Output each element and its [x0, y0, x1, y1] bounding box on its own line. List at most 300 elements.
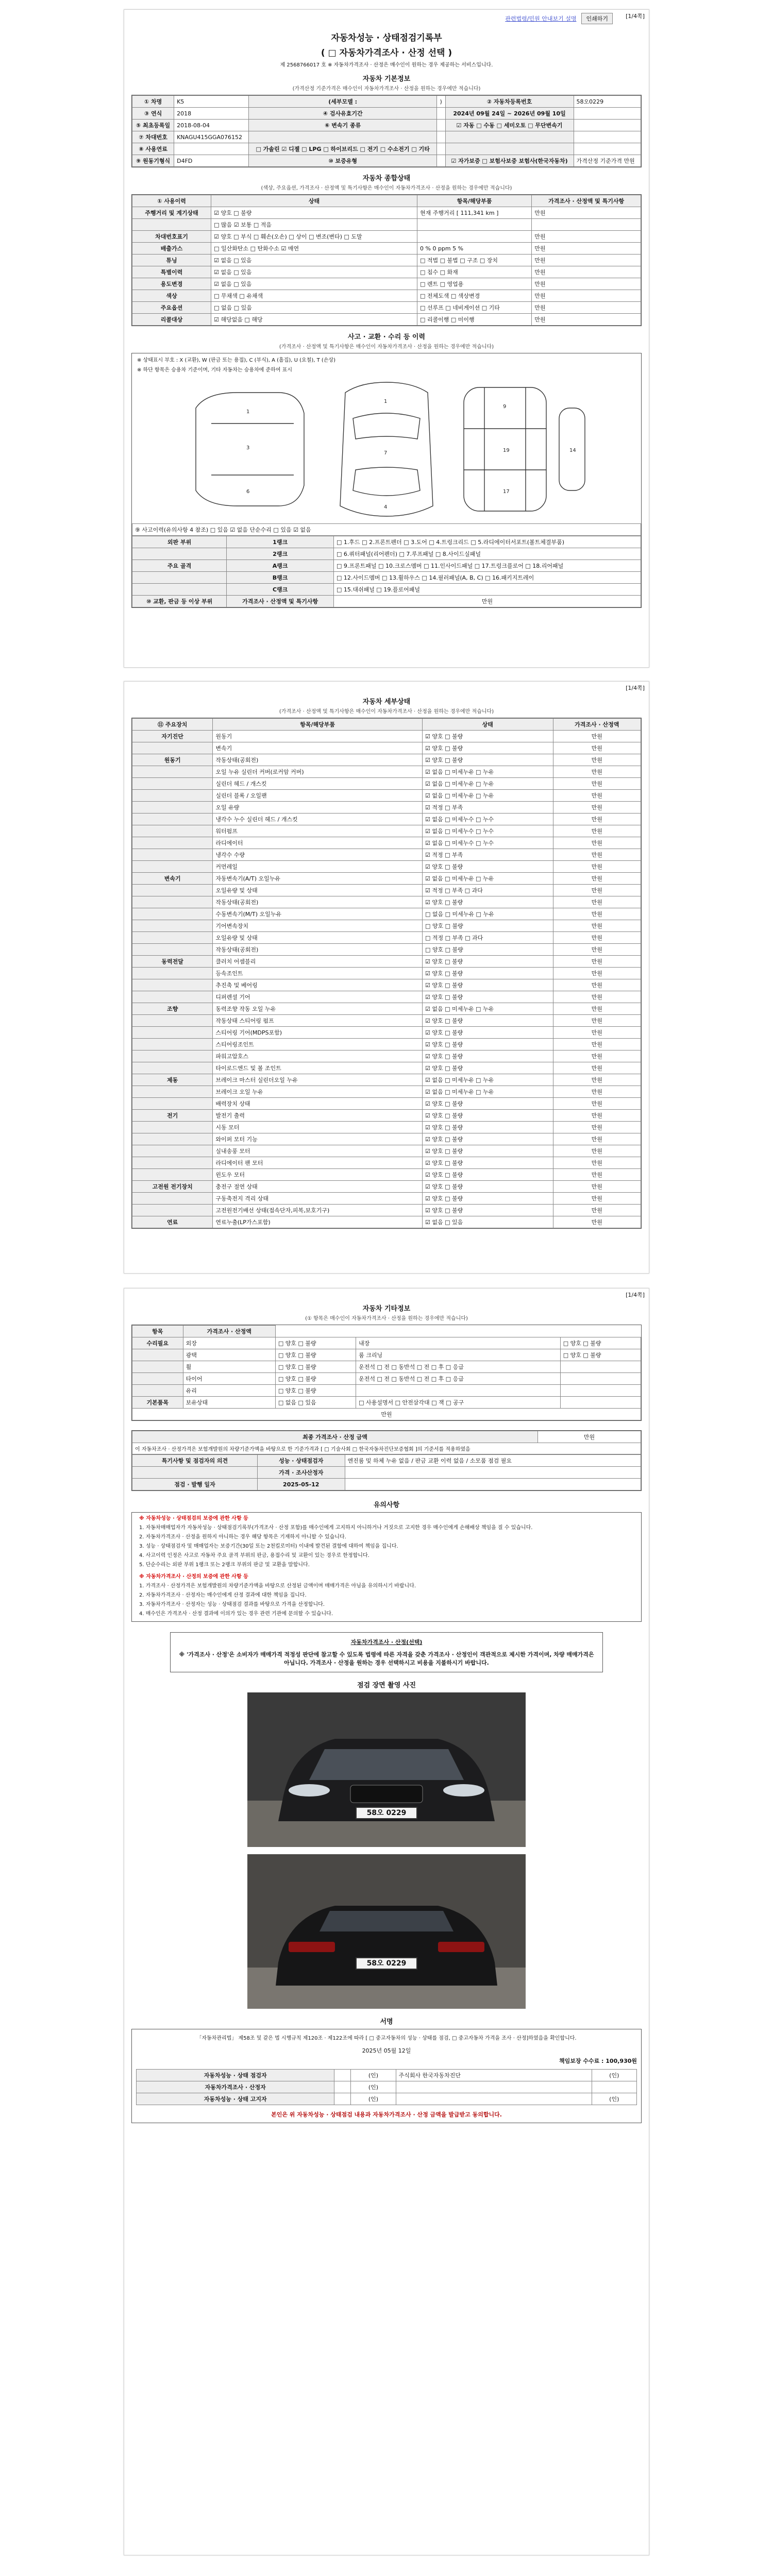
detail-price: 만원 — [553, 742, 641, 754]
detail-row — [132, 1157, 641, 1169]
detail-group: 자기진단 — [132, 731, 213, 742]
detail-item: 스티어링 기어(MDPS포함) — [213, 1027, 423, 1039]
detail-row — [132, 1003, 641, 1015]
detail-price: 만원 — [553, 825, 641, 837]
detail-group — [132, 825, 213, 837]
detail-status: ☑ 적정 □ 부족 — [422, 802, 553, 814]
final-cell: 특기사항 및 점검자의 의견 — [132, 1455, 258, 1467]
detail-row — [132, 1027, 641, 1039]
other-row — [132, 1385, 641, 1397]
other-row — [132, 1361, 641, 1373]
detail-row — [132, 979, 641, 991]
basic-info-cell — [437, 143, 445, 155]
other-cell: 외장 — [183, 1337, 275, 1349]
basic-info-row — [132, 131, 641, 143]
detail-status: ☑ 없음 □ 미세누유 □ 누유 — [422, 1074, 553, 1086]
detail-row — [132, 1110, 641, 1122]
detail-row — [132, 932, 641, 944]
detail-status: ☑ 양호 □ 불량 — [422, 754, 553, 766]
detail-status: ☑ 양호 □ 불량 — [422, 1133, 553, 1145]
overall-cell: 만원 — [532, 243, 641, 255]
detail-price: 만원 — [553, 754, 641, 766]
basic-info-cell — [437, 120, 445, 131]
detail-status: ☑ 양호 □ 불량 — [422, 742, 553, 754]
final-row — [132, 1467, 641, 1479]
detail-header-cell: 상태 — [422, 719, 553, 731]
sign-fee: 책임보장 수수료 : 100,930원 — [559, 2058, 637, 2064]
detail-group: 연료 — [132, 1216, 213, 1228]
notes-item-2: 2. 자동차가격조사 · 산정자는 매수인에게 산정 결과에 대한 책임을 집니다. — [139, 1592, 307, 1598]
detail-row — [132, 920, 641, 932]
overall-cell: □ 없음 □ 있음 — [211, 302, 417, 314]
basic-info-cell: 58오0229 — [574, 96, 641, 108]
sign-role: 자동차성능 · 상태 고지자 — [137, 2093, 334, 2105]
detail-title: 자동차 세부상태 — [362, 698, 411, 706]
basic-info-cell: ☑ 자동 □ 수동 □ 세미오토 □ 무단변속기 — [445, 120, 574, 131]
page-2 — [124, 681, 649, 1274]
detail-group — [132, 1133, 213, 1145]
sign-seal: (인) — [351, 2081, 396, 2093]
law-guide-link[interactable]: 관련법령/민원 안내보기 설명 — [505, 15, 577, 22]
other-cell — [560, 1385, 641, 1397]
other-cell: 광택 — [183, 1349, 275, 1361]
basic-info-row — [132, 108, 641, 120]
overall-cell: □ 적법 □ 불법 □ 구조 □ 장치 — [417, 255, 532, 266]
accident-grade-cell — [132, 572, 227, 584]
accident-grade-cell: 2랭크 — [227, 548, 334, 560]
detail-group — [132, 1086, 213, 1098]
detail-row — [132, 742, 641, 754]
detail-status: ☑ 없음 □ 미세누유 □ 누유 — [422, 1003, 553, 1015]
overall-cell: 만원 — [532, 266, 641, 278]
basic-info-cell: (세부모델 : — [248, 96, 437, 108]
diagram-label-5: 7 — [384, 450, 388, 456]
overall-status-title: 자동차 종합상태 — [362, 175, 411, 182]
detail-price: 만원 — [553, 731, 641, 742]
detail-group — [132, 1027, 213, 1039]
detail-row — [132, 968, 641, 979]
other-cell: □ 양호 □ 불량 — [275, 1385, 356, 1397]
detail-status: ☑ 양호 □ 불량 — [422, 979, 553, 991]
detail-group: 제동 — [132, 1074, 213, 1086]
basic-info-cell: ⑤ 최초등록일 — [132, 120, 174, 131]
accident-grade-cell: 주요 골격 — [132, 560, 227, 572]
other-row — [132, 1397, 641, 1409]
sign-name — [334, 2070, 351, 2081]
detail-item: 수동변속기(M/T) 오일누유 — [213, 908, 423, 920]
detail-group — [132, 1050, 213, 1062]
basic-info-title: 자동차 기본정보 — [362, 75, 411, 83]
sign-statement: 「자동차관리법」 제58조 및 같은 법 시행규칙 제120조 · 제122조에 따라 [ □ 중고자동차의 성능 · 상태를 점검, □ 중고자동차 가격을 조사 · 산정]하였음을 확인합니다. — [196, 2036, 577, 2041]
detail-price: 만원 — [553, 1039, 641, 1050]
accident-grade-cell: C랭크 — [227, 584, 334, 596]
accident-title: 사고 · 교환 · 수리 등 이력 — [347, 333, 426, 341]
detail-price: 만원 — [553, 1122, 641, 1133]
detail-price: 만원 — [553, 1027, 641, 1039]
detail-row — [132, 1216, 641, 1228]
other-cell: □ 양호 □ 불량 — [560, 1349, 641, 1361]
basic-info-row — [132, 155, 641, 167]
basic-info-sub: (가격산정 기준가격은 매수인이 자동차가격조사 · 산정을 원하는 경우에만 적습니다) — [292, 86, 481, 92]
notes-item-2: 4. 매수인은 가격조사 · 산정 결과에 이의가 있는 경우 관련 기관에 문의할 수 있습니다. — [139, 1611, 333, 1617]
sign-right-seal: (인) — [592, 2070, 636, 2081]
sign-name — [334, 2093, 351, 2105]
detail-item: 추진축 및 베어링 — [213, 979, 423, 991]
other-cell: 수리필요 — [132, 1337, 183, 1349]
detail-item: 워터펌프 — [213, 825, 423, 837]
detail-row — [132, 825, 641, 837]
overall-cell: 주행거리 및 계기상태 — [132, 207, 211, 219]
notes-item-2: 1. 가격조사 · 산정가격은 보험개발원의 차량기준가액을 바탕으로 산정된 금액이며 매매가격은 아님을 유의하시기 바랍니다. — [139, 1583, 416, 1589]
final-row — [132, 1479, 641, 1490]
final-price-title: 최종 가격조사 · 산정 금액 — [132, 1431, 538, 1443]
detail-row — [132, 1039, 641, 1050]
overall-cell: 리콜대상 — [132, 314, 211, 326]
notes-item: 3. 성능 · 상태점검자 및 매매업자는 보증기간(30일 또는 2천킬로미터) 이내에 발견된 결함에 대하여 책임을 집니다. — [139, 1544, 398, 1549]
overall-row — [132, 243, 641, 255]
detail-row — [132, 849, 641, 861]
sign-row — [137, 2081, 637, 2093]
page-1 — [124, 9, 649, 668]
detail-item: 냉각수 수량 — [213, 849, 423, 861]
detail-item: 구동축전지 격리 상태 — [213, 1193, 423, 1205]
other-cell — [560, 1397, 641, 1409]
accident-grade-row — [132, 548, 641, 560]
detail-price: 만원 — [553, 1157, 641, 1169]
accident-grade-row — [132, 560, 641, 572]
basic-info-cell: 2024년 09월 24일 ~ 2026년 09월 10일 — [445, 108, 574, 120]
detail-status: ☑ 양호 □ 불량 — [422, 1098, 553, 1110]
detail-row — [132, 873, 641, 885]
overall-cell: 차대번호표기 — [132, 231, 211, 243]
detail-price: 만원 — [553, 1098, 641, 1110]
detail-group — [132, 778, 213, 790]
detail-status: ☑ 양호 □ 불량 — [422, 1015, 553, 1027]
detail-row — [132, 778, 641, 790]
detail-row — [132, 802, 641, 814]
detail-price: 만원 — [553, 1133, 641, 1145]
detail-status: ☑ 양호 □ 불량 — [422, 1157, 553, 1169]
detail-price: 만원 — [553, 1050, 641, 1062]
detail-item: 냉각수 누수 실린더 헤드 / 개스킷 — [213, 814, 423, 825]
doc-title: 자동차성능 · 상태점검기록부 — [331, 33, 442, 43]
detail-row — [132, 814, 641, 825]
overall-header-cell: 가격조사 · 산정액 및 특기사항 — [532, 195, 641, 207]
overall-cell: 튜닝 — [132, 255, 211, 266]
accident-grade-cell: □ 12.사이드멤버 □ 13.휠하우스 □ 14.필러패널(A, B, C) □ 16.패키지트레이 — [334, 572, 641, 584]
detail-row — [132, 1169, 641, 1181]
detail-item: 디퍼렌셜 기어 — [213, 991, 423, 1003]
sign-row — [137, 2093, 637, 2105]
detail-group — [132, 1122, 213, 1133]
detail-price: 만원 — [553, 1110, 641, 1122]
detail-price: 만원 — [553, 1062, 641, 1074]
detail-price: 만원 — [553, 968, 641, 979]
overall-cell: □ 일산화탄소 □ 탄화수소 ☑ 매연 — [211, 243, 417, 255]
detail-row — [132, 956, 641, 968]
front-photo — [247, 1692, 526, 1847]
overall-status-table — [131, 194, 642, 326]
overall-cell: □ 렌트 □ 영업용 — [417, 278, 532, 290]
detail-item: 작동상태 스티어링 펌프 — [213, 1015, 423, 1027]
detail-price: 만원 — [553, 766, 641, 778]
other-sub: (① 항목은 매수인이 자동차가격조사 · 산정을 원하는 경우에만 적습니다) — [305, 1316, 468, 1321]
detail-price: 만원 — [553, 885, 641, 896]
doc-number: 제 2568766017 호 ※ 자동차가격조사 · 산정은 매수인이 원하는 경우 제공하는 서비스입니다. — [280, 62, 493, 68]
detail-status: ☑ 양호 □ 불량 — [422, 861, 553, 873]
basic-info-cell: ☑ 자가보증 □ 보험사보증 보험사(한국자동차) — [445, 155, 574, 167]
accident-history-row: ⑨ 사고이력(유의사항 4 참조) □ 있음 ☑ 없음 단순수리 □ 있음 ☑ 없음 — [132, 524, 641, 536]
other-cell: 기본품목 — [132, 1397, 183, 1409]
photos-title: 점검 장면 촬영 사진 — [357, 1682, 416, 1689]
detail-item: 실린더 헤드 / 개스킷 — [213, 778, 423, 790]
detail-price: 만원 — [553, 1181, 641, 1193]
diagram-label-7: 9 — [503, 404, 507, 410]
detail-status: □ 적정 □ 부족 □ 과다 — [422, 932, 553, 944]
detail-price: 만원 — [553, 1015, 641, 1027]
other-header — [132, 1326, 641, 1337]
overall-cell: □ 리콜이행 □ 미이행 — [417, 314, 532, 326]
other-cell: 운전석 □ 전 □ 동반석 □ 전 □ 후 □ 응급 — [356, 1373, 561, 1385]
detail-group — [132, 1015, 213, 1027]
diagram-label-2: 3 — [246, 445, 250, 451]
basic-info-cell — [574, 131, 641, 143]
detail-price: 만원 — [553, 1216, 641, 1228]
overall-cell: 색상 — [132, 290, 211, 302]
final-cell — [132, 1467, 258, 1479]
sign-seal: (인) — [351, 2070, 396, 2081]
print-button[interactable]: 인쇄하기 — [581, 13, 613, 24]
detail-status: ☑ 양호 □ 불량 — [422, 896, 553, 908]
detail-row — [132, 1193, 641, 1205]
other-header-cell: 항목 — [132, 1326, 183, 1337]
detail-item: 실린더 블록 / 오일팬 — [213, 790, 423, 802]
detail-row — [132, 731, 641, 742]
other-row — [132, 1373, 641, 1385]
detail-item: 와이퍼 모터 기능 — [213, 1133, 423, 1145]
accident-note-1: ※ 상태표시 부호 : X (교환), W (판금 또는 용접), C (부식), A (흠집), U (요철), T (손상) — [137, 358, 336, 363]
basic-info-row — [132, 96, 641, 108]
overall-row — [132, 266, 641, 278]
basic-info-cell: 가격산정 기준가격 만원 — [574, 155, 641, 167]
detail-item: 등속조인트 — [213, 968, 423, 979]
detail-price: 만원 — [553, 873, 641, 885]
detail-item: 타이로드엔드 및 볼 조인트 — [213, 1062, 423, 1074]
overall-cell: □ 많음 ☑ 보통 □ 적음 — [211, 219, 417, 231]
detail-row — [132, 908, 641, 920]
notes-heading-2: ※ 자동차가격조사 · 산정의 보증에 관한 사항 등 — [139, 1574, 248, 1580]
detail-price: 만원 — [553, 790, 641, 802]
notes-item: 2. 자동차가격조사 · 산정을 원하지 아니하는 경우 해당 항목은 기재하지 아니할 수 있습니다. — [139, 1534, 346, 1540]
overall-cell — [132, 219, 211, 231]
final-cell: 엔진룸 및 하체 누유 없음 / 판금 교환 이력 없음 / 소모품 점검 필요 — [345, 1455, 641, 1467]
detail-status: ☑ 적정 □ 부족 — [422, 849, 553, 861]
detail-price: 만원 — [553, 932, 641, 944]
overall-cell: 용도변경 — [132, 278, 211, 290]
diagram-label-6: 4 — [384, 504, 388, 510]
detail-item: 변속기 — [213, 742, 423, 754]
accident-note-2: ※ 하단 항목은 승용차 기준이며, 기타 자동차는 승용차에 준하여 표시 — [137, 367, 292, 373]
other-cell: 운전석 □ 전 □ 동반석 □ 전 □ 후 □ 응급 — [356, 1361, 561, 1373]
sign-right-seal: (인) — [592, 2093, 636, 2105]
other-cell: □ 양호 □ 불량 — [275, 1349, 356, 1361]
accident-grade-cell: B랭크 — [227, 572, 334, 584]
rear-plate: 58오 0229 — [356, 1957, 417, 1970]
detail-group — [132, 814, 213, 825]
detail-group — [132, 1157, 213, 1169]
overall-cell: ☑ 양호 □ 불량 — [211, 207, 417, 219]
basic-info-cell: 2018-08-04 — [174, 120, 249, 131]
accident-grade-row — [132, 536, 641, 548]
sign-title: 서명 — [380, 2018, 393, 2026]
detail-group: 변속기 — [132, 873, 213, 885]
detail-status: ☑ 없음 □ 미세누유 □ 누유 — [422, 1086, 553, 1098]
basic-info-cell — [174, 143, 249, 155]
detail-group — [132, 991, 213, 1003]
overall-cell — [417, 231, 532, 243]
detail-price: 만원 — [553, 991, 641, 1003]
other-cell: 룸 크리닝 — [356, 1349, 561, 1361]
basic-info-cell: 2018 — [174, 108, 249, 120]
detail-row — [132, 1098, 641, 1110]
detail-status: □ 양호 □ 불량 — [422, 920, 553, 932]
other-cell — [560, 1361, 641, 1373]
accident-grade-cell: □ 1.후드 □ 2.프론트펜더 □ 3.도어 □ 4.트렁크리드 □ 5.라디에이터서포트(볼트체결부품) — [334, 536, 641, 548]
overall-row — [132, 302, 641, 314]
detail-item: 파워고압호스 — [213, 1050, 423, 1062]
detail-row — [132, 1062, 641, 1074]
detail-status: ☑ 없음 □ 미세누수 □ 누수 — [422, 825, 553, 837]
detail-table — [131, 718, 642, 1229]
detail-price: 만원 — [553, 778, 641, 790]
overall-cell: ☑ 없음 □ 있음 — [211, 278, 417, 290]
overall-cell: 만원 — [532, 290, 641, 302]
overall-cell: □ 전체도색 □ 색상변경 — [417, 290, 532, 302]
accident-grade-cell: A랭크 — [227, 560, 334, 572]
detail-status: ☑ 양호 □ 불량 — [422, 1181, 553, 1193]
basic-info-cell — [445, 131, 574, 143]
overall-cell: 현재 주행거리 [ 111,341 km ] — [417, 207, 532, 219]
detail-status: ☑ 양호 □ 불량 — [422, 956, 553, 968]
other-unit-row — [132, 1409, 641, 1420]
other-cell: □ 양호 □ 불량 — [560, 1337, 641, 1349]
detail-price: 만원 — [553, 1145, 641, 1157]
detail-status: ☑ 없음 □ 있음 — [422, 1216, 553, 1228]
basic-info-cell — [248, 131, 437, 143]
detail-price: 만원 — [553, 1086, 641, 1098]
detail-row — [132, 1133, 641, 1145]
detail-row — [132, 991, 641, 1003]
other-cell: □ 양호 □ 불량 — [275, 1337, 356, 1349]
detail-row — [132, 885, 641, 896]
detail-row — [132, 837, 641, 849]
detail-status: ☑ 양호 □ 불량 — [422, 1122, 553, 1133]
other-cell — [132, 1361, 183, 1373]
final-price-unit: 만원 — [538, 1431, 641, 1443]
detail-price: 만원 — [553, 1003, 641, 1015]
detail-item: 동력조향 작동 오일 누유 — [213, 1003, 423, 1015]
detail-row — [132, 1181, 641, 1193]
sign-name — [334, 2081, 351, 2093]
detail-group: 고전원 전기장치 — [132, 1181, 213, 1193]
overall-cell: □ 침수 □ 화재 — [417, 266, 532, 278]
doc-subtitle: ( □ 자동차가격조사 · 산정 선택 ) — [321, 48, 452, 58]
detail-group — [132, 1098, 213, 1110]
final-cell: 성능 · 상태점검자 — [257, 1455, 345, 1467]
other-cell: 휠 — [183, 1361, 275, 1373]
detail-item: 발전기 출력 — [213, 1110, 423, 1122]
page-number-2: [1/4쪽] — [626, 685, 645, 691]
sign-right-name — [396, 2093, 592, 2105]
basic-info-cell: D4FD — [174, 155, 249, 167]
detail-price: 만원 — [553, 1205, 641, 1216]
detail-item: 연료누출(LP가스포함) — [213, 1216, 423, 1228]
detail-row — [132, 1145, 641, 1157]
price-warning-box — [170, 1632, 603, 1672]
detail-price: 만원 — [553, 849, 641, 861]
detail-status: ☑ 양호 □ 불량 — [422, 1110, 553, 1122]
accident-grade-cell: □ 6.쿼터패널(리어펜더) □ 7.루프패널 □ 8.사이드실패널 — [334, 548, 641, 560]
detail-row — [132, 1074, 641, 1086]
detail-item: 원동기 — [213, 731, 423, 742]
sign-role: 자동차가격조사 · 산정자 — [137, 2081, 334, 2093]
other-cell: □ 사용설명서 □ 안전삼각대 □ 잭 □ 공구 — [356, 1397, 561, 1409]
overall-row — [132, 278, 641, 290]
detail-group: 동력전달 — [132, 956, 213, 968]
detail-price: 만원 — [553, 956, 641, 968]
detail-item: 배력장치 상태 — [213, 1098, 423, 1110]
sign-right-seal — [592, 2081, 636, 2093]
sign-row — [137, 2070, 637, 2081]
other-cell — [560, 1373, 641, 1385]
basic-info-cell — [437, 108, 445, 120]
rear-photo — [247, 1854, 526, 2009]
detail-status: ☑ 양호 □ 불량 — [422, 1050, 553, 1062]
sign-date: 2025년 05월 12일 — [362, 2047, 411, 2054]
detail-status: ☑ 양호 □ 불량 — [422, 1039, 553, 1050]
detail-status: ☑ 양호 □ 불량 — [422, 968, 553, 979]
detail-group — [132, 932, 213, 944]
basic-info-cell — [574, 120, 641, 131]
diagram-label-1: 1 — [246, 409, 250, 415]
other-cell: □ 양호 □ 불량 — [275, 1373, 356, 1385]
detail-item: 브레이크 오일 누유 — [213, 1086, 423, 1098]
overall-row — [132, 255, 641, 266]
overall-row — [132, 207, 641, 219]
detail-group — [132, 1193, 213, 1205]
overall-cell: □ 무채색 □ 유채색 — [211, 290, 417, 302]
basic-info-cell — [574, 108, 641, 120]
detail-group — [132, 1039, 213, 1050]
page-3 — [124, 1288, 649, 2555]
detail-group — [132, 766, 213, 778]
other-title: 자동차 기타정보 — [362, 1305, 411, 1313]
detail-item: 기어변속장치 — [213, 920, 423, 932]
detail-header-cell: ⑪ 주요장치 — [132, 719, 213, 731]
overall-cell: 만원 — [532, 314, 641, 326]
overall-status-sub: (색상, 주요옵션, 가격조사 · 산정액 및 특기사항은 매수인이 자동차가격조사 · 산정을 원하는 경우에만 적습니다) — [261, 185, 512, 191]
basic-info-cell — [445, 143, 574, 155]
basic-info-cell: K5 — [174, 96, 249, 108]
detail-status: ☑ 적정 □ 부족 □ 과다 — [422, 885, 553, 896]
detail-sub: (가격조사 · 산정액 및 특기사항은 매수인이 자동차가격조사 · 산정을 원하는 경우에만 적습니다) — [279, 709, 494, 715]
basic-info-cell: ⑧ 사용연료 — [132, 143, 174, 155]
overall-cell: 주요옵션 — [132, 302, 211, 314]
overall-cell: ☑ 양호 □ 부식 □ 훼손(오손) □ 상이 □ 변조(변타) □ 도말 — [211, 231, 417, 243]
price-warning-text: ※ '가격조사 · 산정'은 소비자가 매매가격 적정성 판단에 참고할 수 있도록 법령에 따른 자격을 갖춘 가격조사 · 산정인이 객관적으로 제시한 가격이며, 차량 매매가격은 아닙니다. 가격조사 · 산정을 원하는 경우 선택하시고 비용을 지불하시기 바랍니다. — [179, 1651, 594, 1666]
diagram-label-4: 1 — [384, 399, 388, 404]
detail-row — [132, 1205, 641, 1216]
